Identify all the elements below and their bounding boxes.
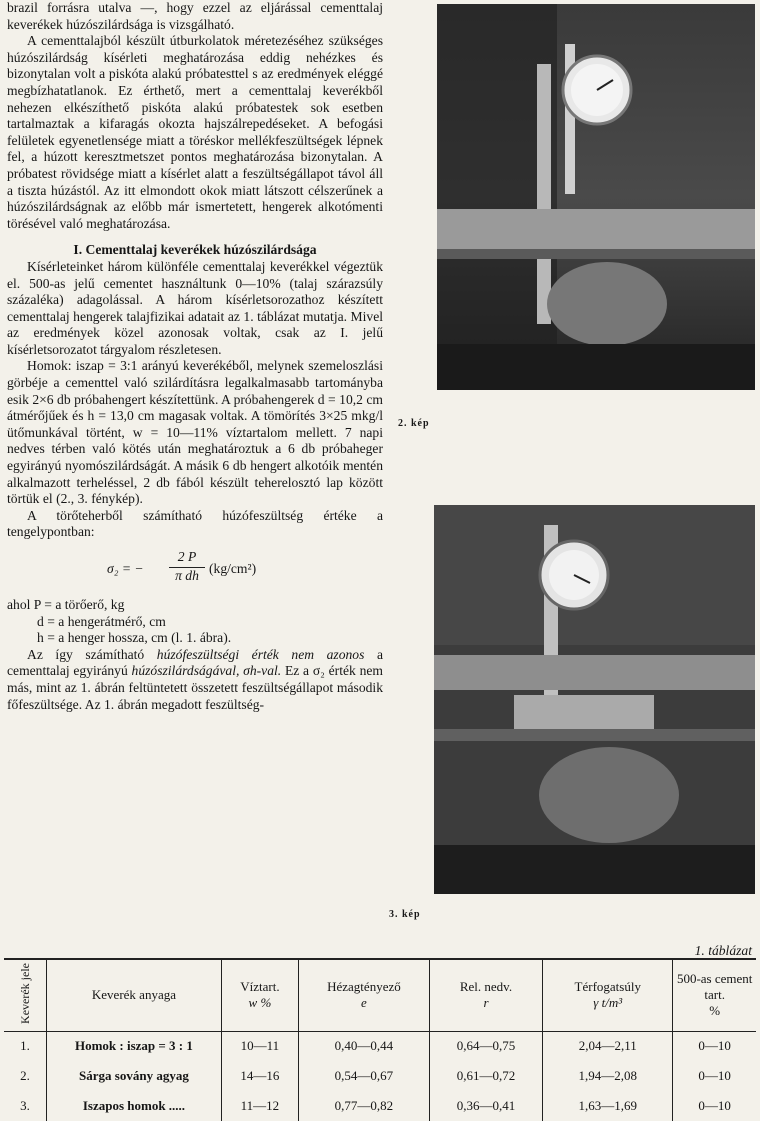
table-title: 1. táblázat [694,943,752,958]
header-material: Keverék anyaga [47,959,222,1031]
formula-lhs: σ₂ = − [107,561,144,576]
test-apparatus-image [437,4,755,390]
table-row: 3. Iszapos homok ..... 11—12 0,77—0,82 0,36—0,41 1,63—1,69 0—10 [4,1091,756,1121]
header-water: Víztart. w % [221,959,298,1031]
header-rel-moisture: Rel. nedv. r [429,959,542,1031]
paragraph-intro: A cementtalajból készült útburkolatok méretezéséhez szükséges húzószilárdság kísérleti meghatározása eddig nehézkes és bizonytalan volt a piskóta alakú próbatesttel s az eredmények eléggé megbízhatatlanok. Ez érthető, mert a cementtalaj keverékből nehezen elkészíthető piskóta alakú próbatestek sok esetben tartalmaztak a kifaragás okozta hajszálrepedéseket. A befogási felületek egyenetlensége miatt a töréskor mellékfeszültségek lépnek fel, a húzott keresztmetszet pontos meghatározása bizonytalan. A próbatest rövidsége miatt a kísérlet alatt a feszültségállapot távol áll a tiszta húzástól. Az itt elmondott okok miatt látszott célszerűnek a húzószilárdságnak az előbb már ismertetett, hengerek alkotómenti törésével való meghatározása. [7,33,383,231]
definition-p: ahol P = a törőerő, kg [7,597,125,612]
paragraph-conclusion: Az így számítható húzófeszültségi érték nem azonos a cementtalaj egyirányú húzószilárdságával, σh-val. Ez a σ₂ érték nem más, mint az 1. ábrán feltüntetett összetett feszültségállapot második főfeszültsége. Az 1. ábrán megadott feszültség- [7,646,383,712]
paragraph-continued: brazil forrásra utalva —, hogy ezzel az eljárással cementtalaj keverékek húzószilárdsága is vizsgálható. [7,0,383,32]
formula-fraction [169,549,205,584]
caption-photo-3: 3. kép [389,909,421,920]
paragraph-formula-intro: A törőteherből számítható húzófeszültség értéke a tengelypontban: [7,507,383,540]
formula-unit: (kg/cm²) [209,561,257,576]
header-void-ratio: Hézagtényező e [299,959,430,1031]
definition-h: h = a henger hossza, cm (l. 1. ábra). [37,630,232,646]
header-mix-id: Keverék jele [17,962,32,1024]
paragraph-experiments: Kísérleteinket három különféle cementtalaj keverékkel végeztük el. 500-as jelű cementet használtunk 0—10% (talaj szárazsúly százaléka) adagolással. A három kísérletsorozathoz készített cementtalaj hengerek talajfizikai adatait az 1. táblázat mutatja. Mivel az eredmények közel azonosak voltak, csak az I. jelű kísérletsorozatot tárgyalom részletesen. [7,258,383,357]
tension-formula [7,547,383,591]
formula-denominator: π dh [175,567,199,583]
test-apparatus-image-2 [434,505,755,894]
section-heading: I. Cementtalaj keverékek húzószilárdsága [73,242,317,258]
caption-photo-2: 2. kép [398,418,430,429]
header-density: Térfogatsúly γ t/m³ [543,959,673,1031]
definition-d: d = a hengerátmérő, cm [37,613,166,629]
photo-2 [437,4,755,390]
formula-numerator: 2 P [169,549,205,568]
table-row: 1. Homok : iszap = 3 : 1 10—11 0,40—0,44 0,64—0,75 2,04—2,11 0—10 [4,1031,756,1061]
photo-3 [434,505,755,894]
left-column [7,0,383,713]
table-header-row [4,959,756,1031]
table-row: 2. Sárga sovány agyag 14—16 0,54—0,67 0,61—0,72 1,94—2,08 0—10 [4,1061,756,1091]
header-cement: 500-as cement tart. % [673,959,756,1031]
paragraph-sand-silt: Homok: iszap = 3:1 arányú keverékéből, melynek szemeloszlási görbéje a cementtel való szilárdításra legalkalmasabb tartományba esik 2×6 db próbahengert készítettünk. A próbahengerek d = 10,2 cm átmérőjűek és h = 13,0 cm magasak voltak. A tömörítés 3×25 mkg/l ütőmunkával történt, w = 10—11% víztartalom mellett. 7 napi nedves térben való kötés után meghatároztuk a 6 db próbaheger egyirányú nyomószilárdságát. A másik 6 db hengert alkotóik mentén alkalmazott terheléssel, 2 db fából készült teherelosztó lap között törtük el (2., 3. fénykép). [7,358,383,507]
soil-mix-table [4,958,756,1121]
